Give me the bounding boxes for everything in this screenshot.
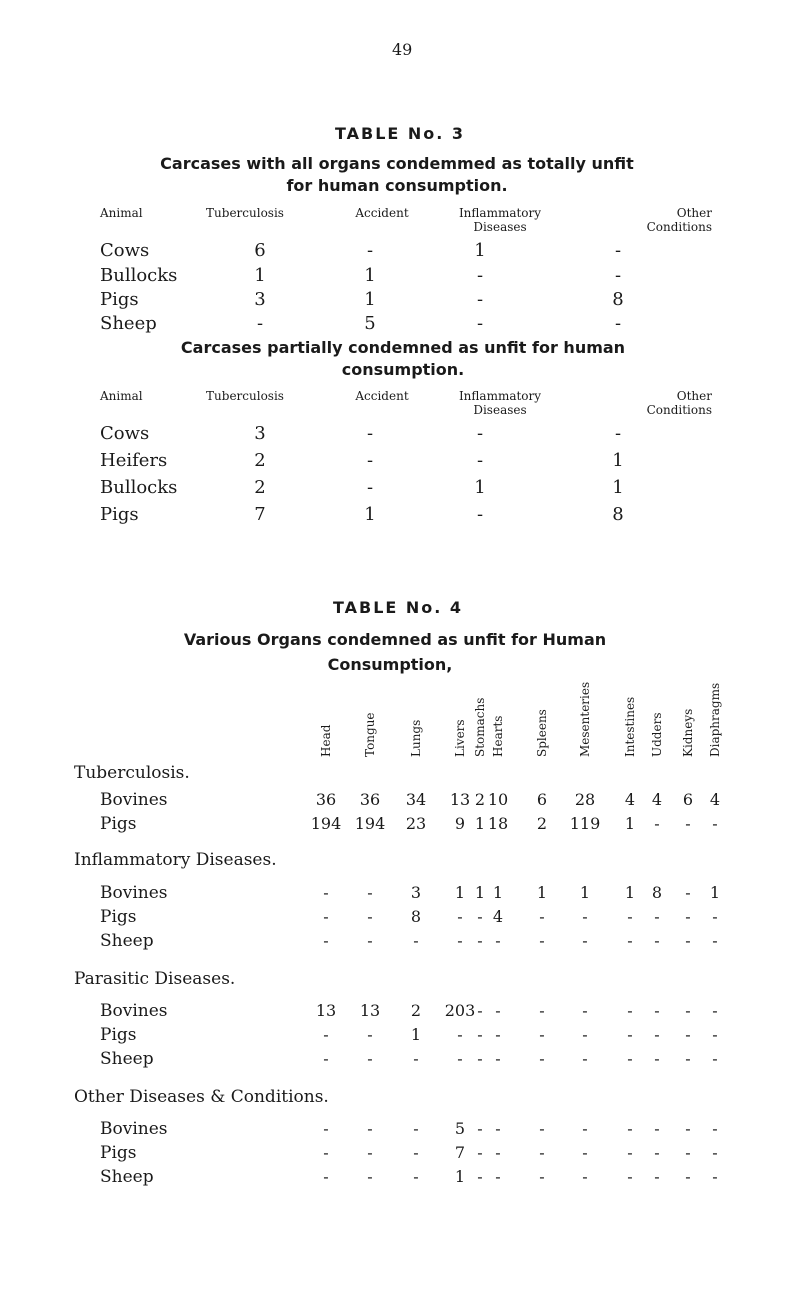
table-cell: 1 (454, 1167, 466, 1186)
table-cell: 1 (612, 477, 624, 498)
table-cell: 5 (454, 1119, 466, 1138)
table-cell: 8 (612, 289, 624, 310)
table4-title: TABLE No. 4 (332, 598, 464, 617)
col-header: Inflammatory (458, 389, 542, 403)
row-label: Sheep (100, 1049, 154, 1069)
section-label: Inflammatory Diseases. (74, 850, 277, 870)
table-cell: 8 (612, 504, 624, 525)
row-label: Heifers (100, 450, 168, 471)
table-cell: - (413, 1119, 419, 1138)
table-cell: - (495, 1119, 501, 1138)
table-cell: - (654, 931, 660, 950)
table-cell: - (495, 931, 501, 950)
column-header-hearts: Hearts (491, 715, 505, 757)
table-cell: - (627, 1001, 633, 1020)
table-cell: - (476, 504, 484, 525)
col-header: Inflammatory (458, 206, 542, 220)
table-cell: 1 (410, 1025, 422, 1044)
table-cell: 6 (536, 790, 548, 809)
col-header: Tuberculosis (206, 206, 284, 220)
table-cell: - (476, 265, 484, 286)
table-cell: 4 (492, 907, 504, 926)
col-header: Animal (100, 389, 143, 403)
table-cell: - (256, 313, 264, 334)
table-cell: 1 (474, 814, 486, 833)
table-cell: - (685, 1167, 691, 1186)
table-cell: - (367, 883, 373, 902)
table-cell: - (323, 1025, 329, 1044)
col-header: Diseases (473, 403, 527, 417)
table-cell: - (477, 907, 483, 926)
table-cell: - (685, 814, 691, 833)
table-cell: - (582, 1119, 588, 1138)
table-cell: - (323, 907, 329, 926)
table-cell: - (477, 1143, 483, 1162)
table-cell: 5 (364, 313, 376, 334)
table-cell: 8 (651, 883, 663, 902)
table-cell: - (539, 1167, 545, 1186)
table-cell: 1 (364, 504, 376, 525)
table-cell: 203 (444, 1001, 476, 1020)
table-cell: 23 (405, 814, 427, 833)
table-cell: - (539, 1119, 545, 1138)
table-cell: - (366, 477, 374, 498)
table-cell: - (477, 1119, 483, 1138)
col-header: Diseases (473, 220, 527, 234)
table-cell: - (627, 1167, 633, 1186)
table-cell: - (476, 313, 484, 334)
table-cell: - (323, 883, 329, 902)
table-cell: 1 (579, 883, 591, 902)
column-header-intestines: Intestines (623, 696, 637, 757)
table-cell: - (495, 1167, 501, 1186)
section-label: Parasitic Diseases. (74, 969, 236, 989)
table-cell: - (685, 1025, 691, 1044)
table-cell: - (366, 423, 374, 444)
table-cell: - (582, 1143, 588, 1162)
table-cell: - (627, 1119, 633, 1138)
table-cell: - (685, 1143, 691, 1162)
table-cell: - (712, 814, 718, 833)
table-cell: 13 (359, 1001, 381, 1020)
row-label: Bovines (100, 1001, 168, 1021)
table-cell: - (367, 1049, 373, 1068)
table-cell: - (685, 1001, 691, 1020)
table-cell: - (323, 1119, 329, 1138)
table-cell: - (685, 1119, 691, 1138)
table-cell: 2 (254, 450, 266, 471)
table-cell: - (582, 1167, 588, 1186)
table-cell: - (685, 907, 691, 926)
table3-section1-caption-line2: for human consumption. (286, 176, 508, 195)
table-cell: - (457, 1049, 463, 1068)
table-cell: 28 (574, 790, 596, 809)
table-cell: - (457, 931, 463, 950)
table-cell: - (712, 907, 718, 926)
table-cell: - (367, 1167, 373, 1186)
table-cell: 36 (315, 790, 337, 809)
table-cell: - (582, 1049, 588, 1068)
table-cell: 2 (474, 790, 486, 809)
row-label: Pigs (100, 1143, 137, 1163)
table-cell: 1 (364, 289, 376, 310)
table-cell: - (367, 1119, 373, 1138)
column-header-mesenteries: Mesenteries (578, 681, 592, 757)
table-cell: 1 (709, 883, 721, 902)
section-label: Other Diseases & Conditions. (74, 1087, 329, 1107)
table3-section2-caption-line2: consumption. (341, 360, 465, 379)
table-cell: - (477, 1001, 483, 1020)
table-cell: - (712, 1143, 718, 1162)
col-header: Other (676, 206, 712, 220)
table-cell: 9 (454, 814, 466, 833)
table-cell: - (367, 907, 373, 926)
row-label: Sheep (100, 931, 154, 951)
table-cell: - (712, 931, 718, 950)
table-cell: 2 (254, 477, 266, 498)
table3-section1-caption-line1: Carcases with all organs condemmed as totally unfit (160, 154, 634, 173)
table-cell: - (476, 450, 484, 471)
row-label: Cows (100, 240, 150, 261)
col-header: Accident (355, 389, 409, 403)
table-cell: - (685, 931, 691, 950)
table-cell: - (712, 1025, 718, 1044)
table-cell: - (654, 1167, 660, 1186)
table-cell: - (712, 1167, 718, 1186)
table-cell: - (367, 1025, 373, 1044)
table-cell: - (539, 1049, 545, 1068)
table-cell: 18 (487, 814, 509, 833)
table-cell: 1 (474, 883, 486, 902)
table-cell: 1 (454, 883, 466, 902)
table-cell: - (457, 907, 463, 926)
table-cell: 1 (254, 265, 266, 286)
table-cell: - (495, 1143, 501, 1162)
row-label: Pigs (100, 504, 139, 525)
table-cell: - (476, 423, 484, 444)
table-cell: - (477, 1049, 483, 1068)
table-cell: - (627, 931, 633, 950)
table-cell: 1 (474, 240, 486, 261)
table-cell: - (495, 1025, 501, 1044)
table-cell: 3 (254, 423, 266, 444)
column-header-lungs: Lungs (409, 719, 423, 757)
table-cell: - (477, 1025, 483, 1044)
table-cell: - (539, 1001, 545, 1020)
table-cell: - (477, 931, 483, 950)
table-cell: - (323, 1143, 329, 1162)
column-header-livers: Livers (453, 719, 467, 757)
table-cell: - (627, 1049, 633, 1068)
table-cell: - (413, 1143, 419, 1162)
table-cell: 4 (651, 790, 663, 809)
table-cell: - (654, 1001, 660, 1020)
table-cell: - (539, 931, 545, 950)
column-header-tongue: Tongue (363, 712, 377, 757)
row-label: Bovines (100, 790, 168, 810)
table-cell: 119 (569, 814, 601, 833)
col-header: Tuberculosis (206, 389, 284, 403)
table-cell: 1 (624, 814, 636, 833)
col-header: Animal (100, 206, 143, 220)
column-header-diaphragms: Diaphragms (708, 682, 722, 757)
column-header-stomachs: Stomachs (473, 697, 487, 757)
table-cell: 8 (410, 907, 422, 926)
table-cell: - (367, 931, 373, 950)
table-cell: - (654, 1119, 660, 1138)
table-cell: - (495, 1049, 501, 1068)
table-cell: 2 (536, 814, 548, 833)
table-cell: 1 (536, 883, 548, 902)
table-cell: - (685, 1049, 691, 1068)
table-cell: - (539, 1025, 545, 1044)
table-cell: - (495, 1001, 501, 1020)
table-cell: 1 (612, 450, 624, 471)
table-cell: - (614, 265, 622, 286)
table-cell: - (323, 1049, 329, 1068)
table-cell: 36 (359, 790, 381, 809)
section-label: Tuberculosis. (74, 763, 190, 783)
table4-caption-line1: Various Organs condemned as unfit for Human (183, 630, 607, 649)
table3-section2-caption-line1: Carcases partially condemned as unfit for human (180, 338, 626, 357)
table-cell: 6 (682, 790, 694, 809)
table-cell: 4 (709, 790, 721, 809)
table-cell: - (323, 931, 329, 950)
table-cell: - (582, 1001, 588, 1020)
table-cell: 1 (364, 265, 376, 286)
table-cell: - (627, 907, 633, 926)
table-cell: - (614, 313, 622, 334)
table-cell: - (582, 1025, 588, 1044)
table-cell: 3 (410, 883, 422, 902)
table-cell: 10 (487, 790, 509, 809)
table-cell: - (367, 1143, 373, 1162)
table-cell: - (654, 1049, 660, 1068)
row-label: Pigs (100, 289, 139, 310)
table-cell: 194 (354, 814, 386, 833)
table3-title: TABLE No. 3 (334, 124, 466, 143)
table-cell: - (614, 240, 622, 261)
table-cell: - (457, 1025, 463, 1044)
col-header: Conditions (646, 220, 712, 234)
table-cell: - (627, 1025, 633, 1044)
table-cell: - (323, 1167, 329, 1186)
table-cell: 1 (492, 883, 504, 902)
table-cell: - (476, 289, 484, 310)
col-header: Accident (355, 206, 409, 220)
table-cell: 194 (310, 814, 342, 833)
table-cell: - (582, 907, 588, 926)
page-number: 49 (392, 40, 413, 59)
row-label: Sheep (100, 1167, 154, 1187)
table-cell: - (654, 1025, 660, 1044)
column-header-udders: Udders (650, 712, 664, 757)
row-label: Bullocks (100, 477, 178, 498)
table-cell: - (712, 1119, 718, 1138)
row-label: Pigs (100, 814, 137, 834)
table-cell: - (477, 1167, 483, 1186)
row-label: Bovines (100, 883, 168, 903)
col-header: Other (676, 389, 712, 403)
table-cell: 13 (449, 790, 471, 809)
table-cell: - (712, 1049, 718, 1068)
table-cell: 1 (474, 477, 486, 498)
row-label: Cows (100, 423, 150, 444)
row-label: Pigs (100, 907, 137, 927)
table-cell: 13 (315, 1001, 337, 1020)
table4-caption-line2: Consumption, (327, 655, 453, 674)
table-cell: - (366, 450, 374, 471)
table-cell: - (582, 931, 588, 950)
table-cell: - (712, 1001, 718, 1020)
column-header-head: Head (319, 724, 333, 757)
table-cell: - (614, 423, 622, 444)
table-cell: 7 (254, 504, 266, 525)
table-cell: - (539, 907, 545, 926)
table-cell: 3 (254, 289, 266, 310)
table-cell: 2 (410, 1001, 422, 1020)
table-cell: - (413, 1049, 419, 1068)
table-cell: 1 (624, 883, 636, 902)
row-label: Pigs (100, 1025, 137, 1045)
table-cell: - (654, 907, 660, 926)
table-cell: 4 (624, 790, 636, 809)
table-cell: - (413, 1167, 419, 1186)
column-header-kidneys: Kidneys (681, 708, 695, 757)
col-header: Conditions (646, 403, 712, 417)
table-cell: 7 (454, 1143, 466, 1162)
table-cell: 34 (405, 790, 427, 809)
table-cell: - (539, 1143, 545, 1162)
table-cell: - (685, 883, 691, 902)
table-cell: - (366, 240, 374, 261)
table-cell: - (654, 1143, 660, 1162)
table-cell: 6 (254, 240, 266, 261)
row-label: Bovines (100, 1119, 168, 1139)
table-cell: - (627, 1143, 633, 1162)
table-cell: - (413, 931, 419, 950)
row-label: Bullocks (100, 265, 178, 286)
row-label: Sheep (100, 313, 157, 334)
column-header-spleens: Spleens (535, 709, 549, 757)
table-cell: - (654, 814, 660, 833)
